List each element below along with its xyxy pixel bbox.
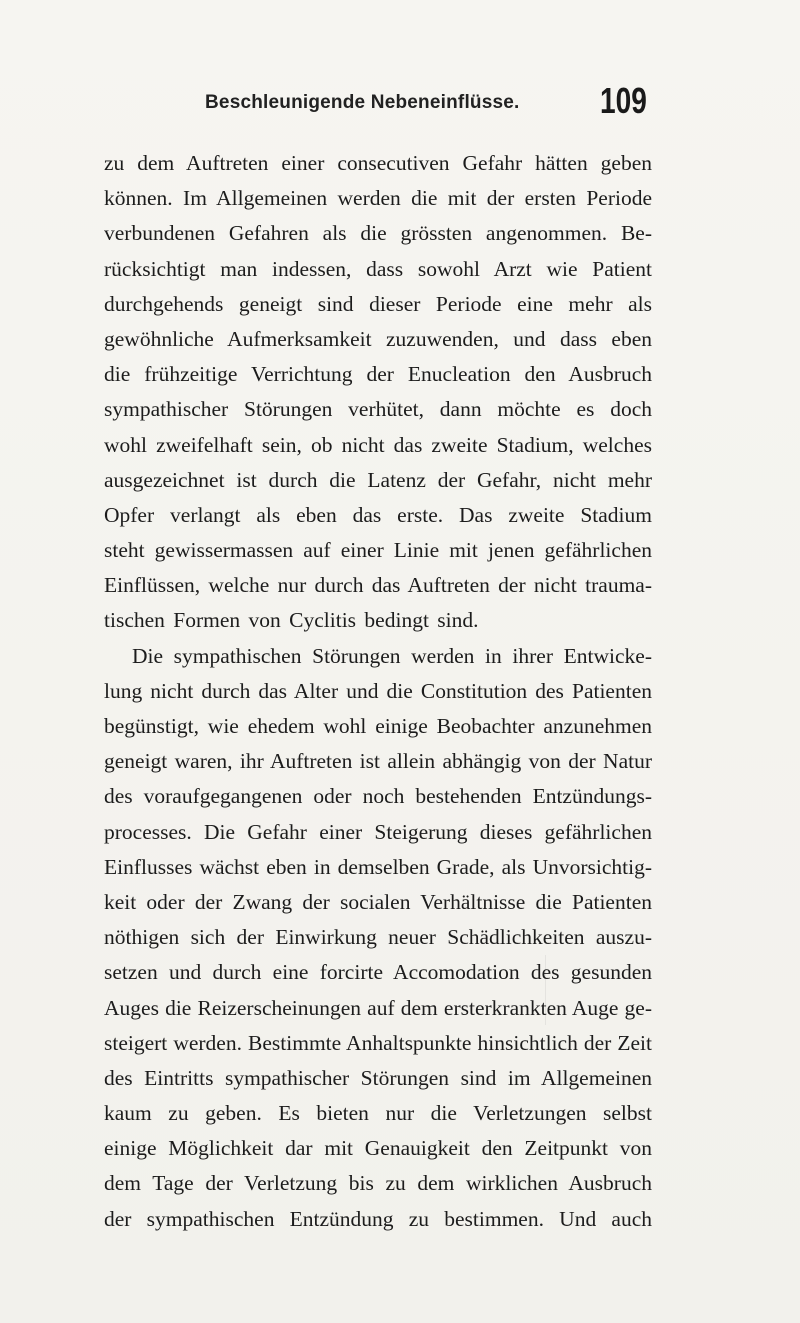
running-title: Beschleunigende Nebeneinflüsse. xyxy=(205,92,520,113)
text-line: des Eintritts sympathischer Störungen sind im Allgemeinen xyxy=(104,1065,652,1090)
text-line: Opfer verlangt als eben das erste. Das zweite Stadium xyxy=(104,502,652,527)
text-line: können. Im Allgemeinen werden die mit der ersten Periode xyxy=(104,186,652,211)
scan-artifact xyxy=(545,955,546,1025)
text-line: die frühzeitige Verrichtung der Enucleation den Ausbruch xyxy=(104,362,652,387)
text-line: einige Möglichkeit dar mit Genauigkeit den Zeitpunkt von xyxy=(104,1136,652,1161)
text-line: zu dem Auftreten einer consecutiven Gefahr hätten geben xyxy=(104,151,652,175)
text-line: durchgehends geneigt sind dieser Periode eine mehr als xyxy=(104,291,652,316)
text-line: sympathischer Störungen verhütet, dann möchte es doch xyxy=(104,397,652,422)
text-line: steigert werden. Bestimmte Anhaltspunkte hinsichtlich der Zeit xyxy=(104,1030,652,1055)
text-line: dem Tage der Verletzung bis zu dem wirklichen Ausbruch xyxy=(104,1171,652,1196)
text-line: steht gewissermassen auf einer Linie mit jenen gefährlichen xyxy=(104,538,652,563)
text-line: Einflüssen, welche nur durch das Auftreten der nicht trauma- xyxy=(104,573,652,598)
body-text xyxy=(104,146,652,1237)
text-line: ausgezeichnet ist durch die Latenz der Gefahr, nicht mehr xyxy=(104,467,652,492)
text-line: geneigt waren, ihr Auftreten ist allein abhängig von der Natur xyxy=(104,749,652,774)
text-line: verbundenen Gefahren als die grössten angenommen. Be- xyxy=(104,221,652,246)
text-line: setzen und durch eine forcirte Accomodation des gesunden xyxy=(104,960,652,985)
text-line: nöthigen sich der Einwirkung neuer Schädlichkeiten auszu- xyxy=(104,925,652,950)
text-line: Einflusses wächst eben in demselben Grade, als Unvorsichtig- xyxy=(104,854,652,879)
text-line: lung nicht durch das Alter und die Constitution des Patienten xyxy=(104,678,652,703)
text-line: des voraufgegangenen oder noch bestehenden Entzündungs- xyxy=(104,784,652,809)
text-line: gewöhnliche Aufmerksamkeit zuzuwenden, und dass eben xyxy=(104,326,652,351)
paragraph-first-line: Die sympathischen Störungen werden in ihrer Entwicke- xyxy=(132,643,652,668)
text-line: wohl zweifelhaft sein, ob nicht das zweite Stadium, welches xyxy=(104,432,652,457)
text-line: kaum zu geben. Es bieten nur die Verletzungen selbst xyxy=(104,1101,652,1126)
text-line: der sympathischen Entzündung zu bestimmen. Und auch xyxy=(104,1206,652,1231)
text-line: keit oder der Zwang der socialen Verhältnisse die Patienten xyxy=(104,889,652,914)
page-header xyxy=(0,80,800,126)
text-line: Auges die Reizerscheinungen auf dem ersterkrankten Auge ge- xyxy=(104,995,652,1020)
text-line: processes. Die Gefahr einer Steigerung dieses gefährlichen xyxy=(104,819,652,844)
paragraph-last-line: tischen Formen von Cyclitis bedingt sind. xyxy=(104,608,479,633)
text-line: begünstigt, wie ehedem wohl einige Beobachter anzunehmen xyxy=(104,714,652,738)
text-line: rücksichtigt man indessen, dass sowohl Arzt wie Patient xyxy=(104,256,652,281)
page-number: 109 xyxy=(600,80,647,121)
